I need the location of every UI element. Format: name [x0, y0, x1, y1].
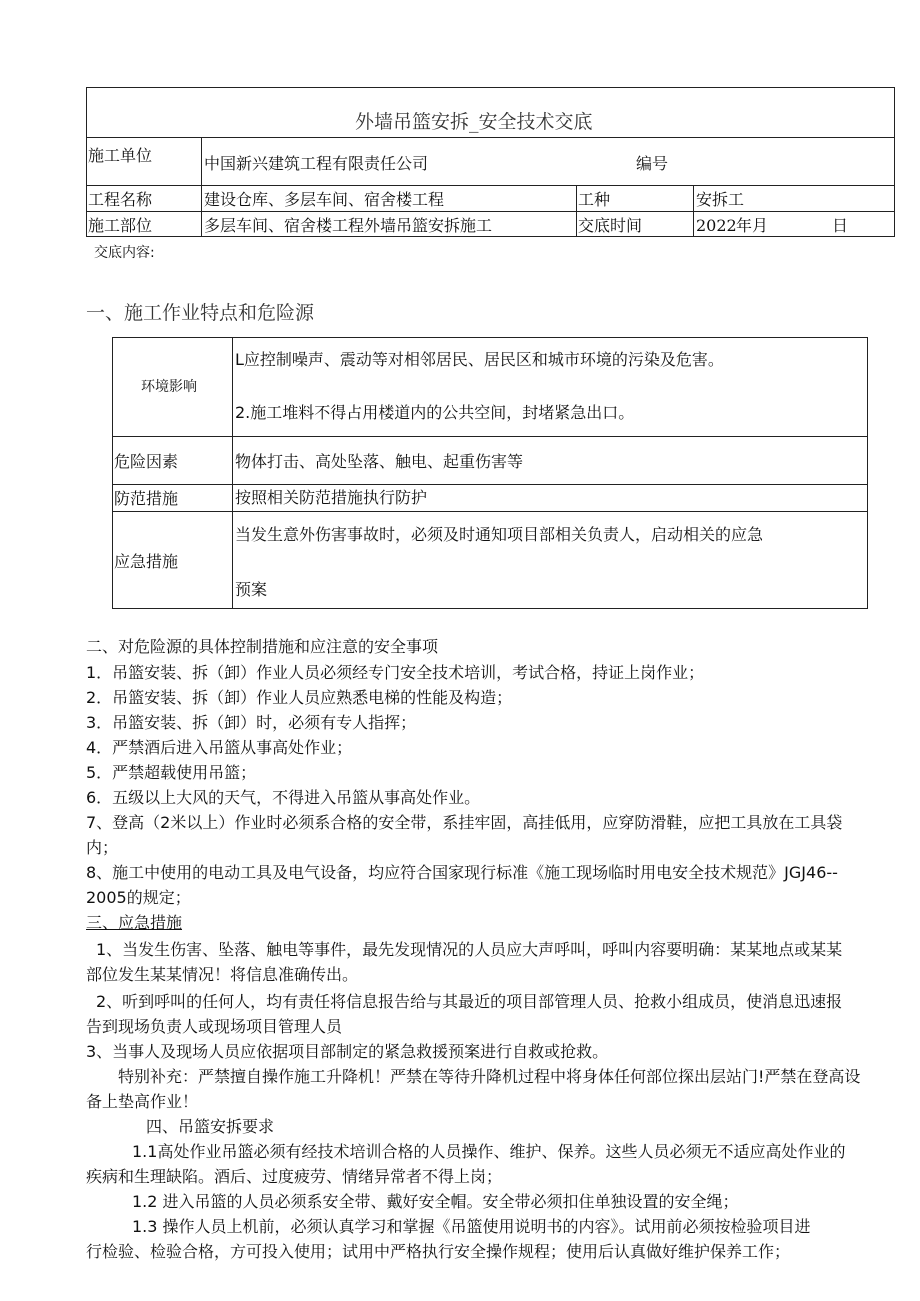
list-item: 4．严禁酒后进入吊篮从事高处作业；: [86, 738, 353, 757]
list-item: 2005的规定；: [86, 888, 191, 907]
section3-heading: 三、应急措施: [86, 913, 183, 932]
section2-heading: 二、对危险源的具体控制措施和应注意的安全事项: [86, 637, 439, 656]
section1-heading: 一、施工作业特点和危险源: [86, 302, 315, 324]
project-value: 建设仓库、多层车间、宿舍楼工程: [204, 190, 445, 209]
paragraph-line: 1、当发生伤害、坠落、触电等事件，最先发现情况的人员应大声呼叫，呼叫内容要明确：某某地点或某某: [96, 940, 843, 959]
list-item: 7、登高（2米以上）作业时必须系合格的安全带，系挂牢固，高挂低用，应穿防滑鞋，应把工具放在工具袋: [86, 813, 843, 832]
list-item: 3．吊篮安装、拆（卸）时，必须有专人指挥；: [86, 713, 417, 732]
hazard-row-text: 物体打击、高处坠落、触电、起重伤害等: [235, 452, 524, 471]
list-item: 8、施工中使用的电动工具及电气设备，均应符合国家现行标准《施工现场临时用电安全技术规范》JGJ46--: [86, 863, 838, 882]
project-label: 工程名称: [88, 190, 153, 209]
list-item: 2．吊篮安装、拆（卸）作业人员应熟悉电梯的性能及构造；: [86, 688, 513, 707]
hazard-row-text: 当发生意外伤害事故时，必须及时通知项目部相关负责人，启动相关的应急: [235, 525, 764, 544]
paragraph-line: 3、当事人及现场人员应依据项目部制定的紧急救援预案进行自救或抢救。: [86, 1042, 609, 1061]
list-item: 内；: [86, 838, 119, 857]
hazard-row-label: 防范措施: [114, 489, 179, 508]
paragraph-line: 告到现场负责人或现场项目管理人员: [86, 1017, 343, 1036]
hazard-row-text: 2.施工堆料不得占用楼道内的公共空间，封堵紧急出口。: [235, 403, 635, 422]
unit-label: 施工单位: [88, 146, 153, 165]
unit-value: 中国新兴建筑工程有限责任公司: [204, 154, 429, 173]
position-label: 施工部位: [88, 216, 153, 235]
trade-label: 工种: [578, 190, 611, 209]
position-value: 多层车间、宿舍楼工程外墙吊篮安拆施工: [204, 216, 493, 235]
list-item: 5．严禁超载使用吊篮；: [86, 763, 257, 782]
paragraph-line: 1.3 操作人员上机前，必须认真学习和掌握《吊篮使用说明书的内容》。试用前必须按检验项目进: [132, 1217, 811, 1236]
time-label: 交底时间: [578, 216, 643, 235]
paragraph-line: 疾病和生理缺陷。酒后、过度疲劳、情绪异常者不得上岗；: [86, 1167, 503, 1186]
paragraph-line: 特别补充：严禁擅自操作施工升降机！严禁在等待升降机过程中将身体任何部位探出层站门!严禁在登高设: [118, 1067, 861, 1086]
time-year: 2022: [696, 216, 737, 235]
hazard-row-label: 环境影响: [141, 379, 197, 395]
paragraph-line: 1.1高处作业吊篮必须有经技术培训合格的人员操作、维护、保养。这些人员必须无不适应高处作业的: [132, 1142, 846, 1161]
document-title: 外墙吊篮安拆_安全技术交底: [355, 111, 593, 133]
paragraph-line: 1.2 进入吊篮的人员必须系安全带、戴好安全帽。安全带必须扣住单独设置的安全绳；: [132, 1192, 739, 1211]
hazard-row-text: 预案: [235, 580, 268, 599]
paragraph-line: 行检验、检验合格，方可投入使用；试用中严格执行安全操作规程；使用后认真做好维护保养工作；: [86, 1242, 791, 1261]
hazard-row-label: 应急措施: [114, 552, 179, 571]
time-day: 日: [832, 216, 849, 235]
hazard-row-label: 危险因素: [114, 452, 179, 471]
section4-heading: 四、吊篮安拆要求: [146, 1117, 275, 1136]
time-month: 年月: [736, 216, 769, 235]
hazard-row-text: L应控制噪声、震动等对相邻居民、居民区和城市环境的污染及危害。: [235, 350, 724, 369]
list-item: 6．五级以上大风的天气，不得进入吊篮从事高处作业。: [86, 788, 481, 807]
content-label: 交底内容:: [94, 245, 155, 261]
number-label: 编号: [636, 154, 669, 173]
paragraph-line: 2、听到呼叫的任何人，均有责任将信息报告给与其最近的项目部管理人员、抢救小组成员，使消息迅速报: [96, 992, 843, 1011]
paragraph-line: 部位发生某某情况！将信息准确传出。: [86, 965, 359, 984]
paragraph-line: 备上垫高作业！: [86, 1092, 199, 1111]
list-item: 1．吊篮安装、拆（卸）作业人员必须经专门安全技术培训，考试合格，持证上岗作业；: [86, 663, 705, 682]
hazard-row-text: 按照相关防范措施执行防护: [235, 488, 428, 507]
trade-value: 安拆工: [696, 190, 745, 209]
